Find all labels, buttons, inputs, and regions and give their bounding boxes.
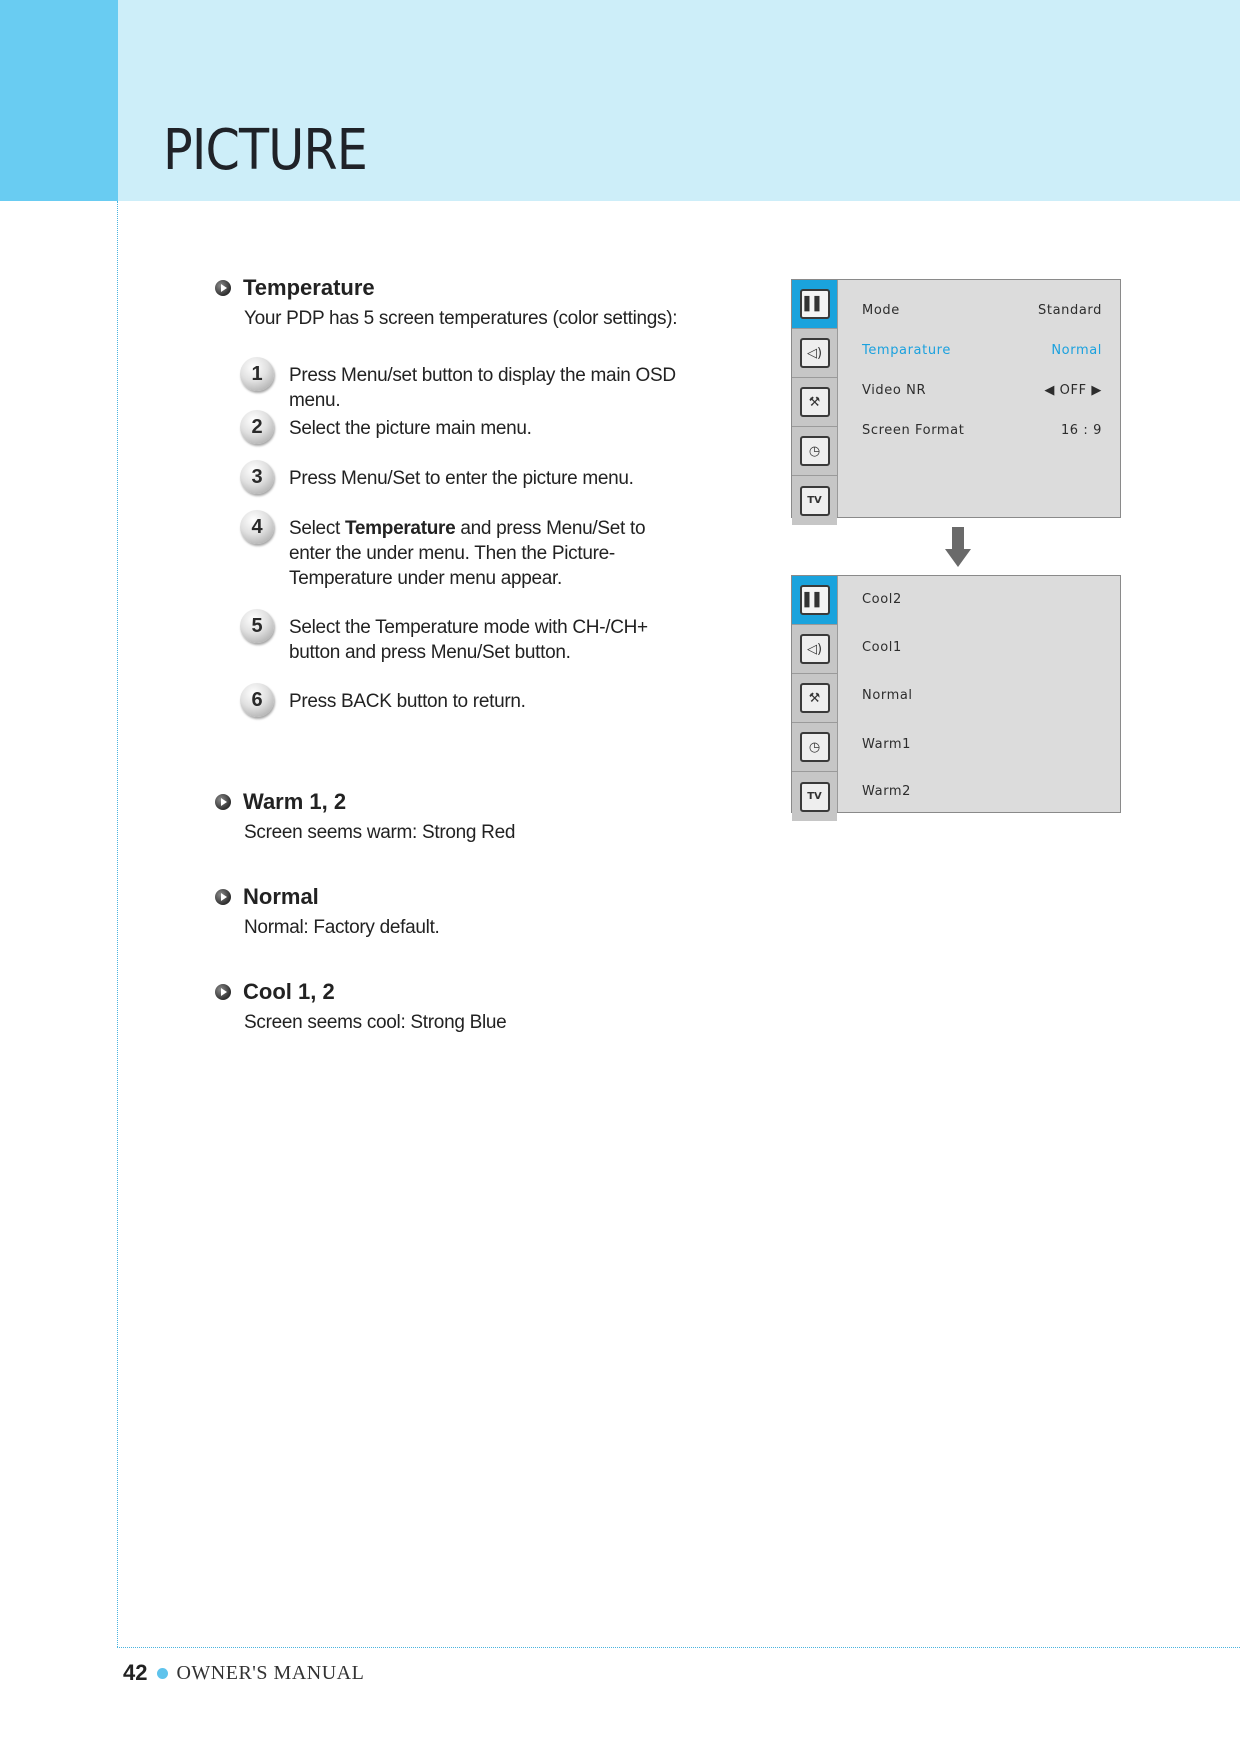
bottom-divider	[117, 1647, 1240, 1648]
osd-tab-picture[interactable]	[792, 280, 837, 329]
section-description: Screen seems warm: Strong Red	[244, 822, 516, 843]
osd-sidebar	[792, 576, 838, 812]
osd-option-warm2[interactable]: Warm2	[862, 784, 912, 799]
step-text-bold: Temperature	[345, 518, 456, 539]
osd-tab-setup[interactable]	[792, 378, 837, 427]
time-icon: ◷	[800, 732, 830, 762]
footer-label: OWNER'S MANUAL	[176, 1661, 365, 1684]
sound-icon: ◁)	[800, 634, 830, 664]
osd-tab-tv[interactable]	[792, 772, 837, 821]
page-number: 42	[123, 1660, 148, 1685]
step-2	[240, 410, 729, 444]
osd-main-list	[838, 280, 1120, 517]
section-title: Warm 1, 2	[243, 789, 347, 814]
osd-option-cool2[interactable]: Cool2	[862, 592, 902, 607]
temperature-section	[215, 274, 677, 330]
bullet-icon	[215, 984, 231, 1000]
osd-sidebar	[792, 280, 838, 517]
osd-row-video-nr[interactable]: Video NR ◀ OFF ▶	[862, 382, 1102, 398]
osd-tab-setup[interactable]	[792, 674, 837, 723]
osd-row-screen-format[interactable]: Screen Format 16 : 9	[862, 422, 1102, 438]
section-title: Temperature	[243, 275, 375, 300]
step-number: 4	[240, 510, 274, 544]
step-number: 5	[240, 609, 274, 643]
section-description: Your PDP has 5 screen temperatures (color settings):	[244, 308, 678, 329]
setup-icon: ⚒	[800, 387, 830, 417]
osd-row-mode[interactable]: Mode Standard	[862, 302, 1102, 318]
bullet-icon	[215, 794, 231, 810]
cool-section	[215, 978, 506, 1034]
step-text: Press Menu/Set to enter the picture menu.	[289, 468, 634, 489]
osd-tab-sound[interactable]	[792, 329, 837, 378]
osd-temperature-list	[838, 576, 1120, 812]
section-description: Screen seems cool: Strong Blue	[244, 1012, 507, 1033]
step-text: Press BACK button to return.	[289, 691, 526, 712]
osd-option-warm1[interactable]: Warm1	[862, 736, 912, 752]
picture-icon: ▌▌	[800, 585, 830, 615]
step-text: Select the picture main menu.	[289, 418, 532, 439]
osd-tab-sound[interactable]	[792, 625, 837, 674]
footer	[123, 1655, 364, 1691]
section-title: Normal	[243, 884, 319, 909]
bullet-icon	[215, 889, 231, 905]
step-number: 1	[240, 357, 274, 391]
osd-option-cool1[interactable]: Cool1	[862, 639, 902, 655]
bullet-icon	[215, 280, 231, 296]
left-divider	[117, 201, 118, 1647]
page-title: PICTURE	[163, 118, 368, 183]
normal-section	[215, 883, 440, 939]
tv-icon: TV	[800, 486, 830, 516]
osd-main-menu	[791, 279, 1121, 518]
footer-dot-icon	[157, 1668, 168, 1679]
tv-icon: TV	[800, 782, 830, 812]
step-5	[240, 609, 669, 665]
step-text: Select Temperature and press Menu/Set to enter the under menu. Then the Picture-Temperature under menu appear.	[289, 518, 646, 589]
osd-tab-time[interactable]	[792, 723, 837, 772]
setup-icon: ⚒	[800, 683, 830, 713]
down-arrow-icon	[945, 527, 971, 567]
step-text: Press Menu/set button to display the main OSD menu.	[289, 365, 676, 411]
section-title: Cool 1, 2	[243, 979, 335, 1004]
step-3	[240, 460, 729, 494]
sound-icon: ◁)	[800, 338, 830, 368]
step-6	[240, 683, 729, 717]
step-number: 2	[240, 410, 274, 444]
picture-icon: ▌▌	[800, 289, 830, 319]
time-icon: ◷	[800, 436, 830, 466]
osd-temperature-menu	[791, 575, 1121, 813]
section-description: Normal: Factory default.	[244, 917, 440, 938]
warm-section	[215, 788, 515, 844]
header-tab	[0, 0, 118, 201]
step-1	[240, 357, 729, 413]
step-number: 6	[240, 683, 274, 717]
osd-tab-picture[interactable]	[792, 576, 837, 625]
osd-option-normal[interactable]: Normal	[862, 688, 913, 703]
step-number: 3	[240, 460, 274, 494]
osd-tab-tv[interactable]	[792, 476, 837, 525]
step-text: Select the Temperature mode with CH-/CH+ button and press Menu/Set button.	[289, 617, 648, 663]
osd-tab-time[interactable]	[792, 427, 837, 476]
step-4	[240, 510, 689, 591]
osd-row-temperature[interactable]: Temparature Normal	[862, 342, 1102, 358]
